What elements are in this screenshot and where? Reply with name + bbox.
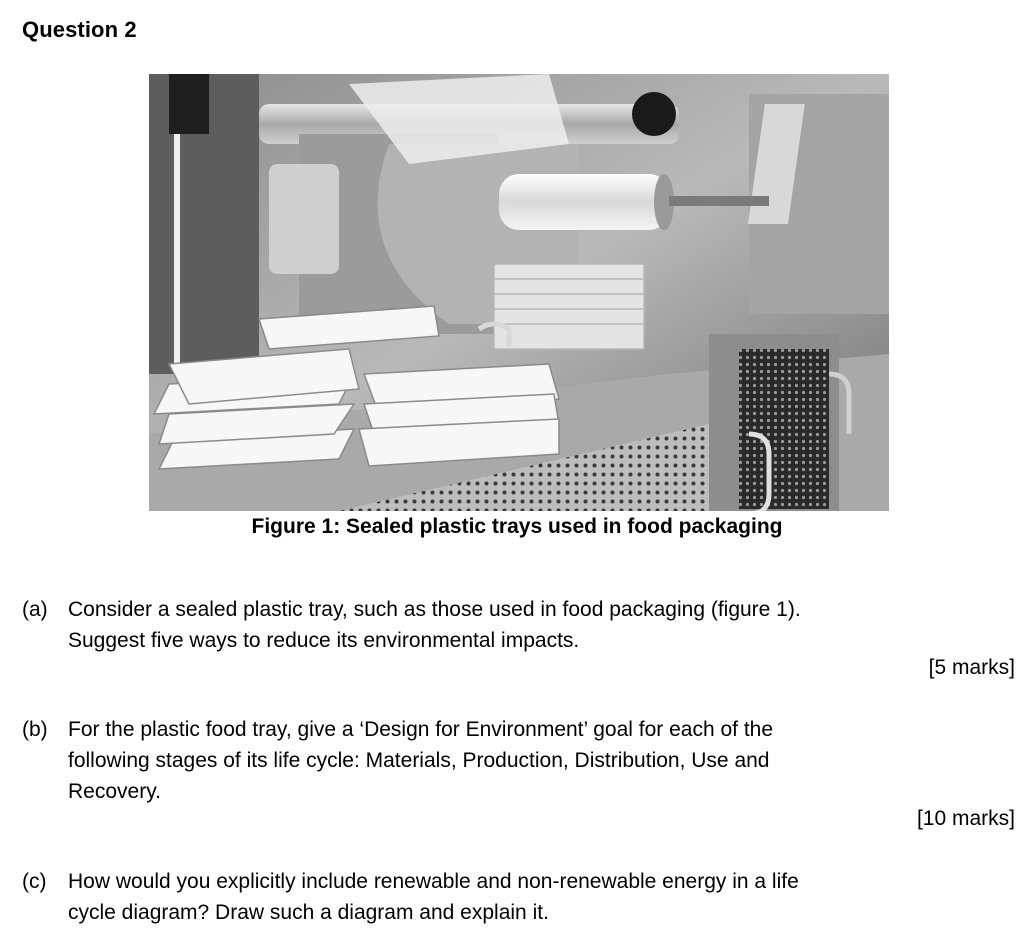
part-label: (c) — [22, 870, 47, 893]
text-line: Suggest five ways to reduce its environmental impacts. — [68, 629, 580, 652]
marks-label: [5 marks] — [928, 656, 1015, 679]
figure-caption: Figure 1: Sealed plastic trays used in food packaging — [251, 515, 783, 538]
text-line: How would you explicitly include renewable and non-renewable energy in a life — [68, 870, 799, 893]
part-text — [68, 714, 968, 807]
part-label: (a) — [22, 598, 48, 621]
text-line: following stages of its life cycle: Materials, Production, Distribution, Use and — [68, 749, 770, 772]
text-line: Consider a sealed plastic tray, such as those used in food packaging (figure 1). — [68, 598, 801, 621]
part-label: (b) — [22, 718, 48, 741]
tray-sealing-machine-image — [149, 74, 889, 511]
text-line: cycle diagram? Draw such a diagram and explain it. — [68, 901, 549, 924]
marks-label: [10 marks] — [916, 807, 1015, 830]
text-line: For the plastic food tray, give a ‘Design for Environment’ goal for each of the — [68, 718, 774, 741]
part-text — [68, 594, 968, 656]
text-line: Recovery. — [68, 780, 161, 803]
question-title: Question 2 — [22, 17, 137, 42]
part-text — [68, 866, 968, 928]
figure-photo — [149, 74, 889, 511]
